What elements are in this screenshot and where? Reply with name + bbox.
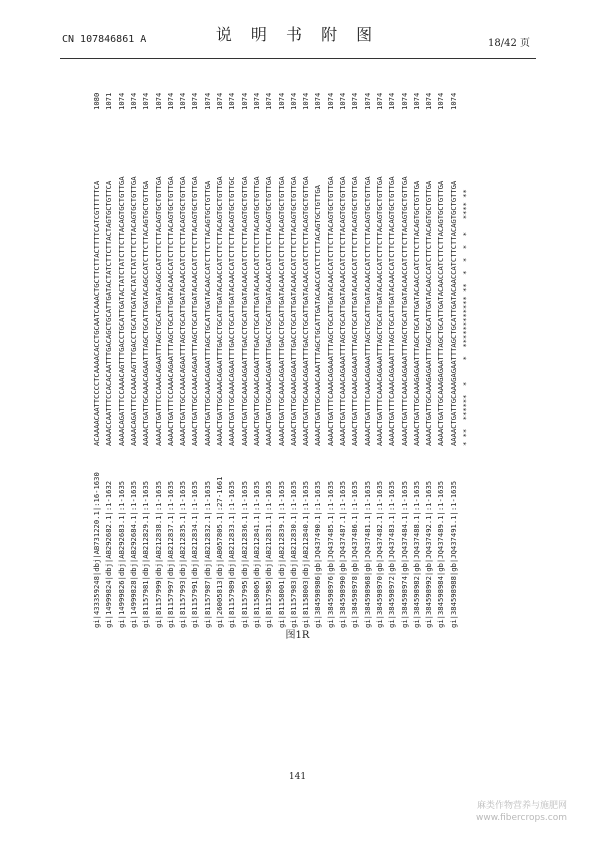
sequence-text: AAAACTGATTTCAAACAGAAATTTAGCTGCATTGATACAACCATCTTCTTACAGTGCTGTTGA: [387, 176, 397, 446]
position-count: 1074: [436, 92, 446, 110]
accession-id: gi|384598978|gb|JQ437486.1|:1-1635: [350, 480, 360, 628]
accession-id: gi|384598986|gb|JQ437490.1|:1-1635: [313, 480, 323, 628]
accession-id: gi|26005813|dbj|AB057805.1|:27-1661: [215, 476, 224, 628]
position-count: 1074: [251, 92, 261, 110]
position-count: 1074: [350, 92, 360, 110]
accession-id: gi|81157991|dbj|AB212834.1|:1-1635: [190, 480, 200, 628]
sequence-text: AAAACTGATTGCAAAGAGAATTTAGCTGCATTGATACAACCATCTTCTTACAGTGCTGTTGA: [448, 180, 458, 446]
accession-id: gi|81157981|dbj|AB212829.1|:1-1635: [141, 480, 151, 628]
accession-id: gi|81157995|dbj|AB212836.1|:1-1635: [239, 480, 249, 628]
page-header: [0, 20, 595, 60]
watermark-line2: www.fibercrops.com: [476, 813, 567, 823]
position-count: 1074: [165, 92, 175, 110]
sequence-text: AAAACTGATTGCCAAACAGAATTTAGCTGCATTGATACAACCATCTTCTTACAGTGCTGTTGA: [190, 176, 200, 446]
position-count: 1074: [313, 92, 323, 110]
position-count: 1071: [104, 92, 114, 110]
position-count: 1074: [411, 92, 421, 110]
accession-id: gi|81158001|dbj|AB212839.1|:1-1635: [276, 480, 286, 628]
accession-id: gi|384598970|gb|JQ437482.1|:1-1635: [374, 480, 384, 628]
position-count: 1074: [448, 92, 458, 110]
position-count: 1074: [227, 92, 237, 110]
accession-id: gi|14999828|dbj|AB292684.1|:1-1635: [128, 480, 138, 628]
sequence-text: AAAACTGATTGCAAACAAATTTAGCTGCATTGATACAACCATCTTCTTACAGTGCTGTTGA: [313, 185, 323, 446]
sequence-text: AAAACAGATTTCCAAACAGTTTGACCTGCATTGATACTATCTATCTTCTTACAGTGCTGTTGA: [116, 176, 126, 446]
sequence-text: AAAACTGATTTCAAACAGAAATTTAGCTGCATTGATACAACCATCTTCTTACAGTGCTGTTGA: [350, 176, 360, 446]
accession-id: gi|81157997|dbj|AB212837.1|:1-1635: [165, 480, 175, 628]
position-count: 1080: [92, 92, 101, 110]
position-count: 1074: [141, 92, 151, 110]
position-count: 1074: [190, 92, 200, 110]
sequence-text: AAAACTGATTGCAAACAGAATTTAGCTGCATTGATACAGCCATCTTCTTACAGTGCTGTTGA: [141, 180, 151, 446]
position-count: 1074: [387, 92, 397, 110]
sequence-text: AAAACTGATTTCAAACAGAAATTTAGCTGCATTGATACAACCATCTTCTTACAGTGCTGTTGA: [338, 176, 347, 446]
sequence-text: AAAACTGATTTCAAACAGAAATTTAGCTGCATTGATACAACCATCTTCTTACAGTGCTGTTGA: [399, 176, 409, 446]
accession-id: gi|384598974|gb|JQ437484.1|:1-1635: [399, 480, 409, 628]
position-count: 1074: [264, 92, 274, 110]
patent-number: CN 107846861 A: [62, 34, 147, 45]
position-count: 1074: [301, 92, 311, 110]
accession-id: gi|433359248|dbj|AB731220.1|:16-1630: [92, 472, 101, 628]
accession-id: gi|384598988|gb|JQ437491.1|:1-1635: [448, 480, 458, 628]
sequence-text: ACAAAACAATTCCCCTCAAAACACCTGCAATCAAACTGCTTCTTACTTTTCATCGTTTTTCA: [92, 180, 101, 446]
sequence-text: AAAACTGATTGCAAACAGAATTTGACCTGCATTGATACAACCATCTTCTTACAGTGCTGTTGC: [227, 176, 237, 446]
accession-id: gi|81157989|dbj|AB212833.1|:1-1635: [227, 480, 237, 628]
position-count: 1074: [128, 92, 138, 110]
watermark-line1: 麻类作物营养与施肥网: [476, 801, 567, 811]
sequence-text: AAAACTGATTGCAAACAGAATTTGACCTGCATTGATACAACCATCTTCTTACAGTGCTGTTGA: [215, 176, 224, 446]
sequence-text: AAAACTGATTGCAAACAGAATTTGACCTGCATTGATACAACCATCTTCTTACAGTGCTGTTGA: [264, 176, 274, 446]
accession-id: gi|384598982|gb|JQ437488.1|:1-1635: [411, 480, 421, 628]
sequence-text: AAAACTGATTGCCAAACAGAATTTAGCTGCATTGATACAACCATCTTCTTACAGTGCTGTTGA: [178, 176, 188, 446]
accession-id: gi|81157985|dbj|AB212831.1|:1-1635: [264, 480, 274, 628]
position-count: 1074: [338, 92, 347, 110]
accession-id: gi|81157983|dbj|AB212830.1|:1-1635: [288, 480, 298, 628]
accession-id: gi|81158003|dbj|AB212840.1|:1-1635: [301, 480, 311, 628]
sequence-text: AAAACTGATTGCAAAGAGAATTTAGCTGCATTGATACAACCATCTTCTTACAGTGCTGTTGA: [436, 180, 446, 446]
accession-id: gi|384598992|gb|JQ437492.1|:1-1635: [424, 480, 434, 628]
sequence-text: AAAACTGATTGCAAAGAGAATTTAGCTGCATTGATACAACCATCTTCTTACAGTGCTGTTGA: [411, 180, 421, 446]
position-count: 1074: [288, 92, 298, 110]
header-rule: [60, 58, 536, 59]
accession-id: gi|14999826|dbj|AB292683.1|:1-1635: [116, 480, 126, 628]
position-count: 1074: [153, 92, 163, 110]
sequence-text: AAAACTGATTTCCAAACAGAATTTAGCTGCATTGATACAACCATCTTCTTACAGTGCTGTTGA: [165, 176, 175, 446]
position-count: 1074: [178, 92, 188, 110]
accession-id: gi|81157999|dbj|AB212838.1|:1-1635: [153, 480, 163, 628]
sequence-text: AAAACTGATTGCAAACAGAATTTGACCTGCATTGATACAACCATCTTCTTACAGTGCTGTTGA: [288, 176, 298, 446]
accession-id: gi|81158005|dbj|AB212841.1|:1-1635: [251, 480, 261, 628]
sequence-text: AAAACTGATTTCCAAACAGAATTTAGCTGCATTGATACAGCCATCTTCTTACAGTGCTGTTGA: [153, 176, 163, 446]
sequence-alignment: [92, 68, 492, 628]
page-of: 18/42 页: [488, 38, 530, 49]
position-count: 1074: [116, 92, 126, 110]
watermark: [476, 800, 567, 824]
accession-id: gi|384598984|gb|JQ437489.1|:1-1635: [436, 480, 446, 628]
position-count: 1074: [276, 92, 286, 110]
section-title: 说 明 书 附 图: [215, 25, 380, 44]
sequence-text: AAAACTGATTGCAAACAGAATTTGACCTGCATTGATACAACCATCTTCTTACAGTGCTGTTGA: [239, 176, 249, 446]
position-count: 1074: [399, 92, 409, 110]
sequence-text: AAAACTGATTTCAAACAGAAATTTAGCTGCATTGATACAACCATCTTCTTACAGTGCTGTTGA: [325, 176, 335, 446]
sequence-text: AAAACCAATTTCCACACAATTTGACAGCTGCATTGATACTATCTTCTTACTAGTGCTGTTCA: [104, 180, 114, 446]
sequence-text: AAAACTGATTGCAAACAGAATTTGACCTGCATTGATACAACCATCTTCTTACAGTGCTGTTGA: [251, 176, 261, 446]
accession-id: gi|14999824|dbj|AB292682.1|:1-1632: [104, 480, 114, 628]
position-count: 1074: [325, 92, 335, 110]
position-count: 1074: [215, 92, 224, 110]
sequence-text: AAAACTGATTTCAAACAGAAATTTAGCTGCATTGATACAACCATCTTCTTACAGTGCTGTTGA: [362, 176, 372, 446]
position-count: 1074: [424, 92, 434, 110]
sequence-text: AAAACTGATTGCAAACAGAATTTAGCTGCATTGATACAACCATCTTCTTACAGTGCTGTTGA: [202, 180, 212, 446]
accession-id: gi|81157987|dbj|AB212832.1|:1-1635: [202, 480, 212, 628]
sequence-text: AAAACTGATTGCAAACAGAATTTGACCTGCATTGATACAACCATCTTCTTACAGTGCTGTTGA: [276, 176, 286, 446]
accession-id: gi|384598976|gb|JQ437485.1|:1-1635: [325, 480, 335, 628]
page-number: 141: [288, 772, 307, 782]
sequence-text: AAAACTGATTTCAAACAGAAATTTAGCTGCATTGATACAACCATCTTCTTACAGTGCTGTTGA: [374, 176, 384, 446]
position-count: 1074: [239, 92, 249, 110]
accession-id: gi|384598972|gb|JQ437483.1|:1-1635: [387, 480, 397, 628]
position-count: 1074: [374, 92, 384, 110]
accession-id: gi|384598990|gb|JQ437487.1|:1-1635: [338, 480, 347, 628]
sequence-text: AAAACTGATTGCAAACAGAATTTGACCTGCATTGATACAACCATCTTCTTACAGTGCTGTTGA: [301, 176, 311, 446]
sequence-text: AAAACAGATTTCCAAACAGTTTGACCTGCATTGATACTATCTATCTTCTTACAGTGCTGTTGA: [128, 176, 138, 446]
accession-id: gi|81157993|dbj|AB212835.1|:1-1635: [178, 480, 188, 628]
sequence-text: AAAACTGATTGCAAAGAGAATTTAGCTGCATTGATACAACCATCTTCTTACAGTGCTGTTGA: [424, 180, 434, 446]
consensus-markers: * ** ****** * * ************ ** * * * * **** **: [461, 189, 470, 446]
figure-caption: 图1R: [285, 630, 310, 641]
position-count: 1074: [202, 92, 212, 110]
accession-id: gi|384598968|gb|JQ437481.1|:1-1635: [362, 480, 372, 628]
position-count: 1074: [362, 92, 372, 110]
